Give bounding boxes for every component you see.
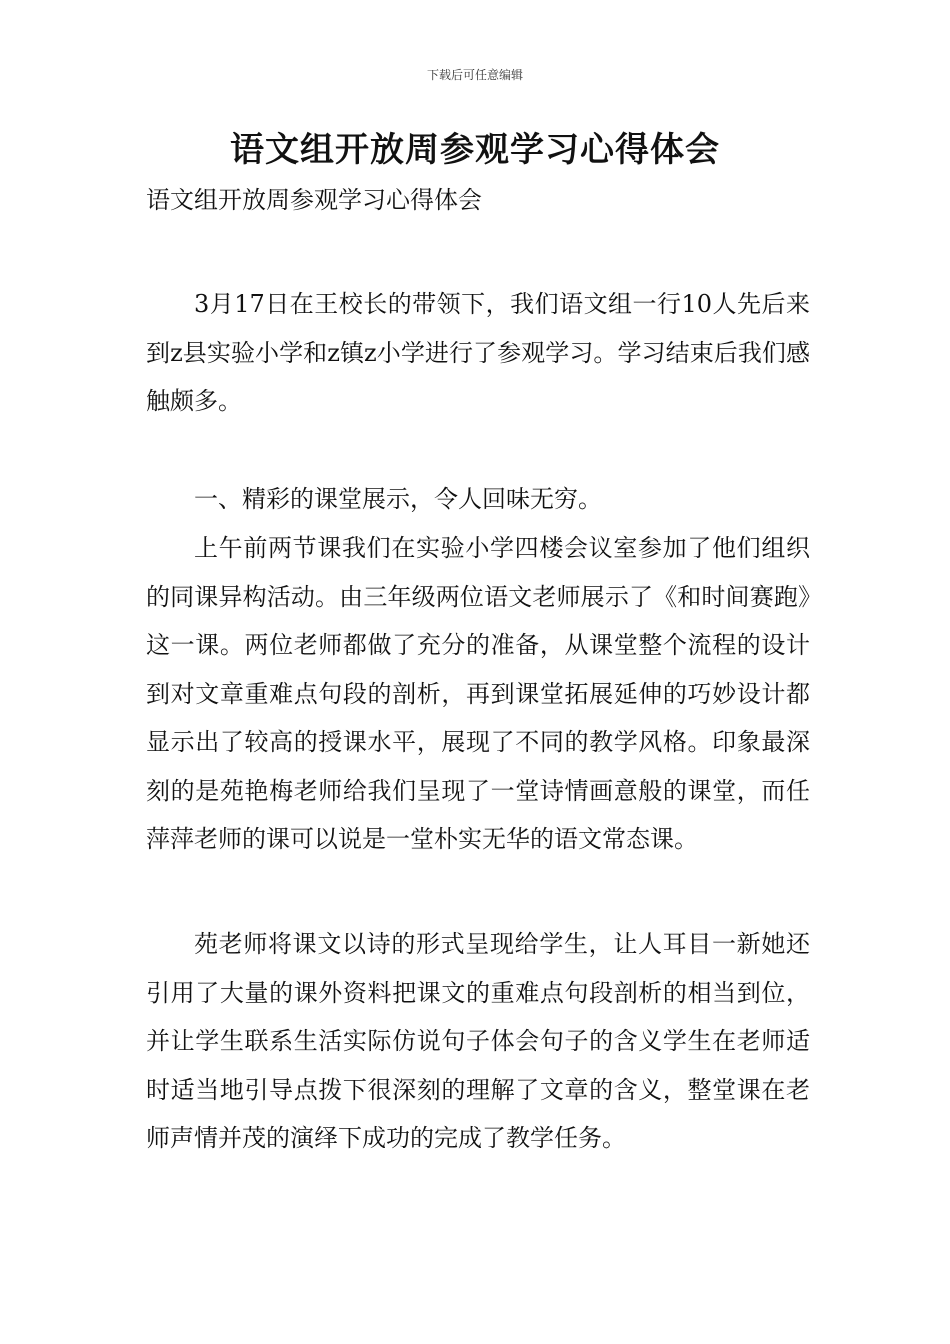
paragraph-intro (146, 280, 810, 426)
paragraph-text: 上午前两节课我们在实验小学四楼会议室参加了他们组织的同课异构活动。由三年级两位语文老师展示了《和时间赛跑》这一课。两位老师都做了充分的准备，从课堂整个流程的设计到对文章重难点句段的剖析，再到课堂拓展延伸的巧妙设计都显示出了较高的授课水平，展现了不同的教学风格。印象最深刻的是苑艳梅老师给我们呈现了一堂诗情画意般的课堂，而任萍萍老师的课可以说是一堂朴实无华的语文常态课。 (146, 534, 810, 853)
section-heading-text: 一、精彩的课堂展示，令人回味无穷。 (194, 485, 602, 513)
paragraph-text: 3月17日在王校长的带领下，我们语文组一行10人先后来到z县实验小学和z镇z小学进行了参观学习。学习结束后我们感触颇多。 (146, 290, 810, 415)
paragraph-teacher-yuan (146, 920, 810, 1163)
paragraph-lesson-overview (146, 524, 810, 864)
page-header-note: 下载后可任意编辑 (426, 68, 523, 82)
section-heading (146, 475, 810, 524)
paragraph-text: 苑老师将课文以诗的形式呈现给学生，让人耳目一新她还引用了大量的课外资料把课文的重难点句段剖析的相当到位，并让学生联系生活实际仿说句子体会句子的含义学生在老师适时适当地引导点拨下很深刻的理解了文章的含义，整堂课在老师声情并茂的演绎下成功的完成了教学任务。 (146, 930, 810, 1152)
document-title: 语文组开放周参观学习心得体会 (230, 130, 720, 170)
document-subtitle: 语文组开放周参观学习心得体会 (146, 186, 482, 214)
